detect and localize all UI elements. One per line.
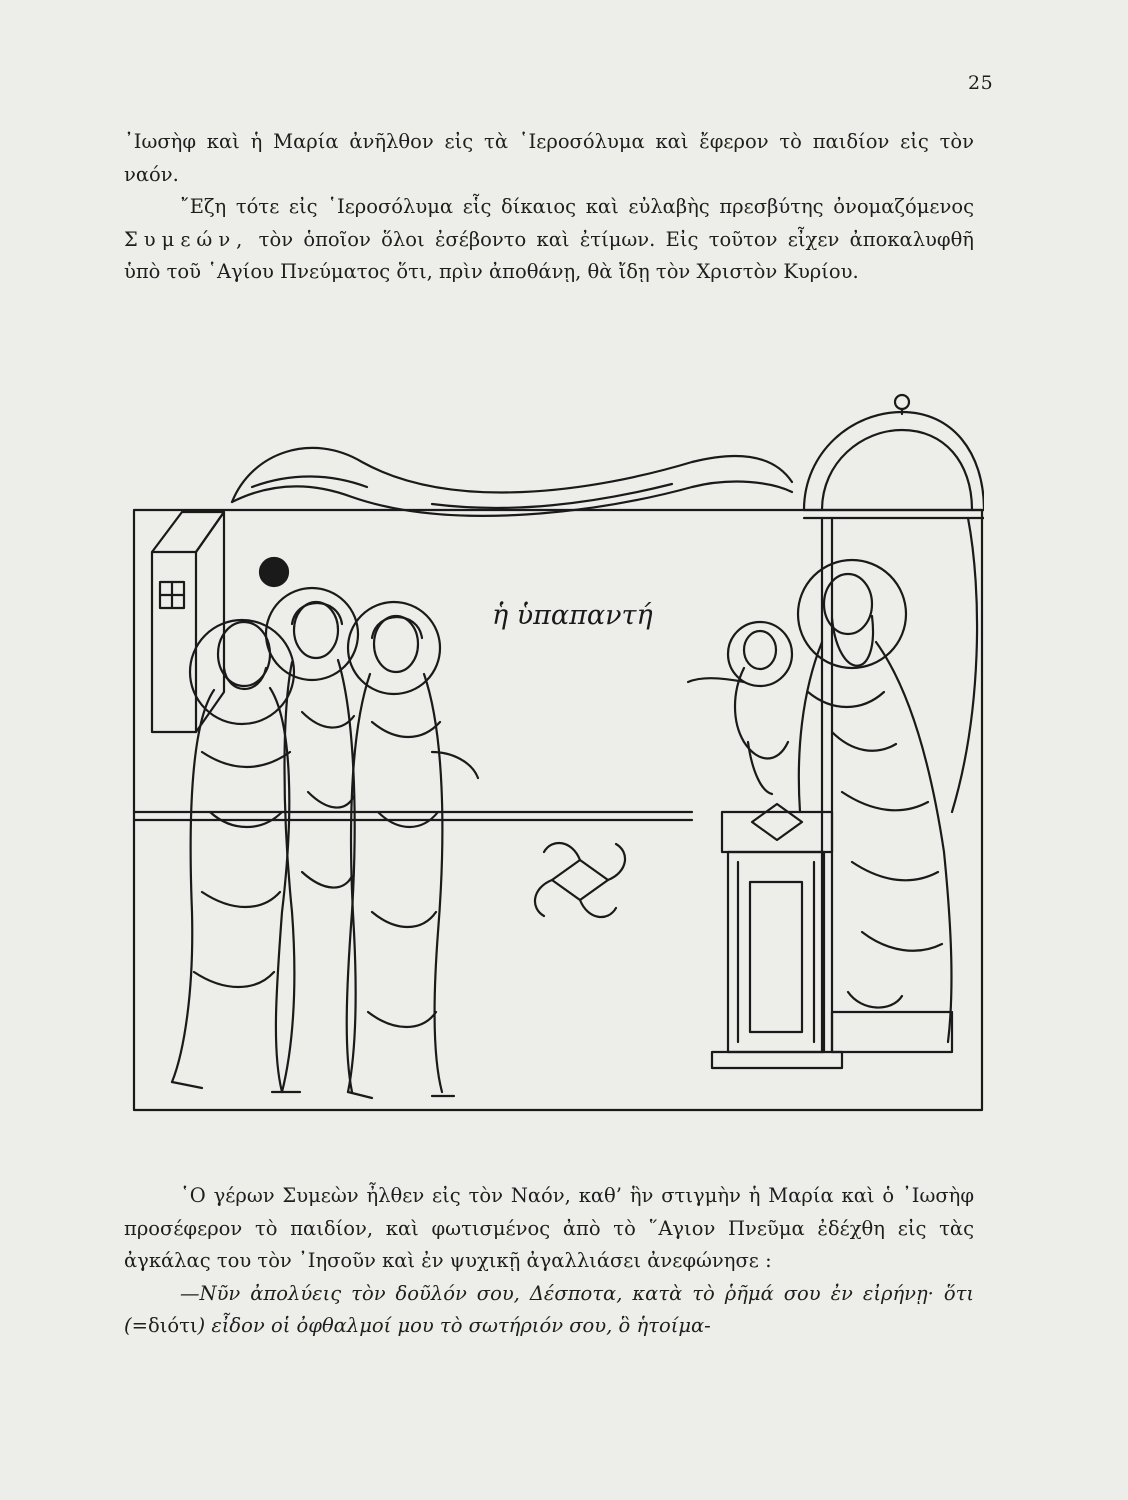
paragraph-symeon <box>124 191 974 289</box>
symeon-text-end: τὸν ὁποῖον ὅλοι ἐσέβοντο καὶ ἐτίμων. Εἰς τοῦτον εἶχεν ἀποκαλυφθῆ ὑπὸ τοῦ ῾Αγίου Πνεύματος ὅτι, πρὶν ἀποθάνῃ, θὰ ἴδῃ τὸν Χριστὸν Κυρίου. <box>124 227 974 283</box>
ornament <box>552 860 608 900</box>
halo-symeon <box>798 560 906 668</box>
canticle-part-a: —Νῦν ἀπολύεις τὸν δοῦλόν σου, Δέσποτα, κατὰ τὸ ῥῆμά σου ἐν εἰρήνῃ· ὅτι ( <box>124 1281 974 1337</box>
top-text-block <box>124 126 974 289</box>
footstool <box>832 1012 952 1052</box>
curtain <box>232 448 792 502</box>
symeon-robe <box>799 642 822 812</box>
paragraph-canticle <box>124 1278 974 1343</box>
canopy <box>804 412 984 510</box>
left-building <box>152 552 196 732</box>
paragraph-symeon-arrives: ῾Ο γέρων Συμεὼν ἦλθεν εἰς τὸν Ναόν, καθ’ ἣν στιγμὴν ἡ Μαρία καὶ ὁ ᾿Ιωσὴφ προσέφερον τὸ παιδίον, καὶ φωτισμένος ἀπὸ τὸ ῞Αγιον Πνεῦμα ἐδέχθη εἰς τὰς ἀγκάλας του τὸν ᾿Ιησοῦν καὶ ἐν ψυχικῇ ἀγαλλιάσει ἀνεφώνησε : <box>124 1184 974 1272</box>
canticle-part-b: ) εἶδον οἱ ὀφθαλμοί μου τὸ σωτήριόν σου, ὃ ἡτοίμα- <box>197 1314 711 1337</box>
presentation-icon <box>132 392 984 1112</box>
canticle-gloss: =διότι <box>131 1314 198 1337</box>
altar-table <box>722 812 832 852</box>
bottom-text-block <box>124 1180 974 1343</box>
dark-orb <box>260 558 288 586</box>
page-number: 25 <box>968 72 994 94</box>
presentation-illustration <box>132 392 984 1112</box>
symeon-text-start: ῎Εζη τότε εἰς ῾Ιεροσόλυμα εἷς δίκαιος καὶ εὐλαβὴς πρεσβύτης ὀνομαζόμενος <box>180 195 974 218</box>
inscription: ἡ ὑπαπαντή <box>492 600 653 631</box>
symeon-name: Συμεών, <box>124 227 249 251</box>
paragraph-joseph-mary: ᾿Ιωσὴφ καὶ ἡ Μαρία ἀνῆλθον εἰς τὰ ῾Ιεροσόλυμα καὶ ἔφερον τὸ παιδίον εἰς τὸν ναόν. <box>124 130 974 186</box>
joseph-robe <box>172 690 214 1082</box>
